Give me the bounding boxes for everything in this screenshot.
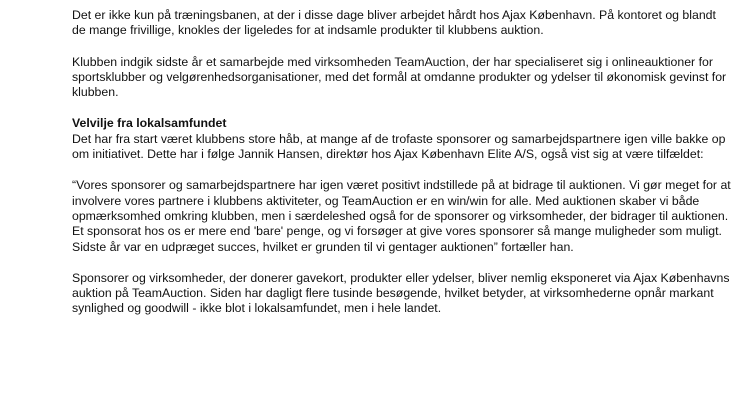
quote-paragraph: “Vores sponsorer og samarbejdspartnere har igen været positivt indstillede på at bidrage til auktionen. Vi gør meget for at involvere vores partnere i klubbens aktiviteter, og TeamAuction er en win/win for alle. Med auktionen skaber vi både opmærksomhed omkring klubben, men i særdeleshed også for de sponsorer og virksomheder, der bidrager til auktionen. Et sponsorat hos os er mere end 'bare' penge, og vi forsøger at give vores sponsorer så mange muligheder som muligt. Sidste år var en udpræget succes, hvilket er grunden til vi gentager auktionen” fortæller han.: [72, 178, 731, 254]
hope-paragraph: Det har fra start været klubbens store håb, at mange af de trofaste sponsorer og samarbejdspartnere igen ville bakke op om initiativet. Dette har i følge Jannik Hansen, direktør hos Ajax København Elite A/S, også vist sig at være tilfældet:: [72, 131, 726, 162]
document-page: [72, 8, 732, 333]
intro-paragraph: Det er ikke kun på træningsbanen, at der i disse dage bliver arbejdet hårdt hos Ajax København. På kontoret og blandt de mange frivillige, knokles der ligeledes for at indsamle produkter til klubbens auktion.: [72, 8, 716, 38]
section-heading: Velvilje fra lokalsamfundet: [72, 116, 227, 131]
sponsor-exposure-paragraph: Sponsorer og virksomheder, der donerer gavekort, produkter eller ydelser, bliver nemlig eksponeret via Ajax Københavns auktion på TeamAuction. Siden har dagligt flere tusinde besøgende, hvilket betyder, at virksomhederne opnår markant synlighed og goodwill - ikke blot i lokalsamfundet, men i hele landet.: [72, 270, 730, 316]
teamauction-paragraph: Klubben indgik sidste år et samarbejde med virksomheden TeamAuction, der har specialiseret sig i onlineauktioner for sportsklubber og velgørenhedsorganisationer, med det formål at omdanne produkter og ydelser til økonomisk gevinst for klubben.: [72, 54, 727, 100]
